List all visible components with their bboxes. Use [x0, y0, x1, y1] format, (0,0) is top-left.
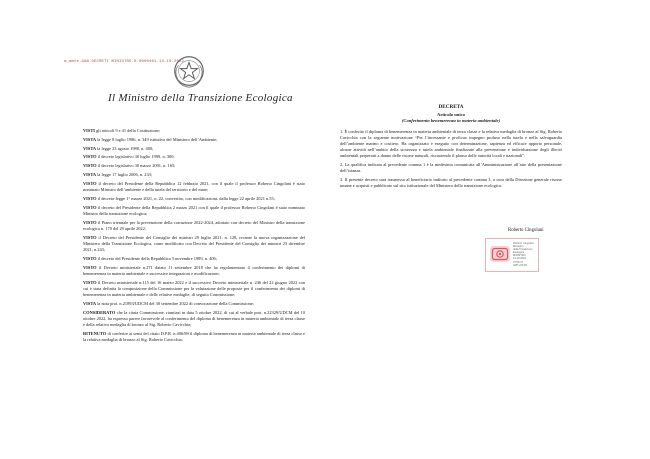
- preamble-item: VISTO il Decreto del Presidente del Consiglio dei ministri 29 luglio 2021, n. 128, recante la nuova organizzazione del Ministero della Transizione Ecologica, come modificato con Decreto del Presidente del Consiglio dei ministri 23 dicembre 2021, n.243;: [83, 234, 305, 252]
- preamble-item: VISTO il decreto legislativo 30 luglio 1999, n. 300;: [83, 154, 175, 160]
- preamble-item: VISTO il decreto legislativo 30 marzo 2001, n. 165;: [83, 163, 176, 169]
- ministry-heading: Il Ministro della Transizione Ecologica: [108, 92, 293, 104]
- preamble-item: VISTO il decreto del Presidente della Repubblica 2 marzo 2021 con il quale il professor Roberto Cingolani è stato nominato Ministro della transizione ecologica;: [83, 204, 305, 216]
- signature-logo-icon: [489, 243, 511, 265]
- preamble-item: VISTO il Decreto ministeriale n.115 del 16 marzo 2022 e il successivo Decreto ministeriale n. 246 del 22 giugno 2022 con cui è stata definita la composizione della Commissione per la valutazione delle proposte per il conferimento dei diplomi di benemerenza in materia ambientale e delle relative medaglie, di seguito Commissione;: [83, 279, 305, 297]
- article-subtitle: (Conferimento benemerenza in materia ambientale): [401, 118, 501, 124]
- preamble-item: RITENUTO di conferire ai sensi del citato D.P.R. n.406/89 il diploma di benemerenza in materia ambientale di terza classe e la relativa medaglia di bronzo al Sig. Roberto Cavicchia;: [83, 330, 305, 342]
- decree-paragraph: 2. La qualifica indicata al precedente comma 1 è la medesima comunicata all’Amministrazione all’atto della presentazione dell’istanza.: [340, 162, 562, 174]
- digital-signature-seal: [485, 238, 539, 272]
- preamble-item: CONSIDERATO che la citata Commissione, riunitasi in data 5 ottobre 2022, di cui al verbale prot. n.22329/UDCM del 10 ottobre 2022, ha espresso parere favorevole al conferimento del diploma di benemerenza in materia ambientale di terza classe e della relativa medaglia di bronzo al Sig. Roberto Cavicchia;: [83, 309, 305, 327]
- article-heading: Articolo unico: [437, 112, 465, 118]
- preamble-item: VISTO il Piano triennale per la prevenzione della corruzione 2022-2024, adottato con decreto del Ministro della transizione ecologica n. 170 del 29 aprile 2022;: [83, 219, 305, 231]
- preamble-item: VISTA la legge 23 agosto 1988, n. 400;: [83, 145, 154, 151]
- preamble-item: VISTI gli articoli 9 e 41 della Costituzione;: [83, 128, 161, 133]
- preamble-item: VISTO il decreto del Presidente della Repubblica 5 novembre 1989, n. 406;: [83, 255, 217, 261]
- preamble-item: VISTA la legge 8 luglio 1986, n. 349 istitutiva del Ministero dell’Ambiente;: [83, 136, 218, 142]
- protocol-stamp: m_amte.GAB.DECRETI MINISTRO.R.0000461.13-10-2022: [64, 60, 185, 64]
- seal-text: Roberto Cingolani Ministero della Transizione Ecologica MINISTRO 13.10.2022 07:56:17 GMT+00:00: [513, 242, 534, 267]
- preamble-item: VISTA la legge 17 luglio 2006, n. 233;: [83, 171, 153, 177]
- decree-section: [340, 104, 562, 192]
- preamble-section: [83, 128, 305, 346]
- decree-paragraph: 1. È conferito il diploma di benemerenza in materia ambientale di terza classe e la relativa medaglia di bronzo al Sig. Roberto Cavicchia con la seguente motivazione “Per l’incessante e proficuo impegno profuso nella tutela e nella salvaguardia dell’ambiente marino e costiero. Ha organizzato e eseguito con determinazione, sapienza ed efficace apporto personale, alcune attività nell’ambito della sicurezza e tutela ambientale finalizzate alla prevenzione e individuazione degli illeciti ambientali perpetrati a danno delle risorse naturali, riscuotendo il plauso delle autorità locali e nazionali”.: [340, 128, 562, 159]
- preamble-item: VISTO il Decreto ministeriale n.271 datato 11 settembre 2018 che ha regolamentato il conferimento dei diplomi di benemerenza in materia ambientale e successive integrazioni e modificazioni;: [83, 264, 305, 276]
- signer-name: Roberto Cingolani: [508, 228, 544, 233]
- decree-title: DECRETA: [438, 104, 464, 110]
- decree-paragraph: 3. Il presente decreto sarà trasmesso al beneficiario indicato al precedente comma 1, a cura della Direzione generale risorse umane e acquisti e pubblicato sul sito istituzionale del Ministero della transizione ecologica.: [340, 177, 562, 189]
- republic-emblem-icon: [170, 52, 208, 90]
- preamble-item: VISTO il decreto-legge 1° marzo 2021, n. 22, convertito, con modificazioni, dalla legge 22 aprile 2021 n.55;: [83, 195, 275, 201]
- preamble-item: VISTA la nota prot. n.21893/UDCM del 30 settembre 2022 di convocazione della Commissione;: [83, 300, 254, 306]
- preamble-item: VISTO il decreto del Presidente della Repubblica 12 febbraio 2021, con il quale il professor Roberto Cingolani è stato nominato Ministro dell’ambiente e della tutela del territorio e del mare;: [83, 180, 305, 192]
